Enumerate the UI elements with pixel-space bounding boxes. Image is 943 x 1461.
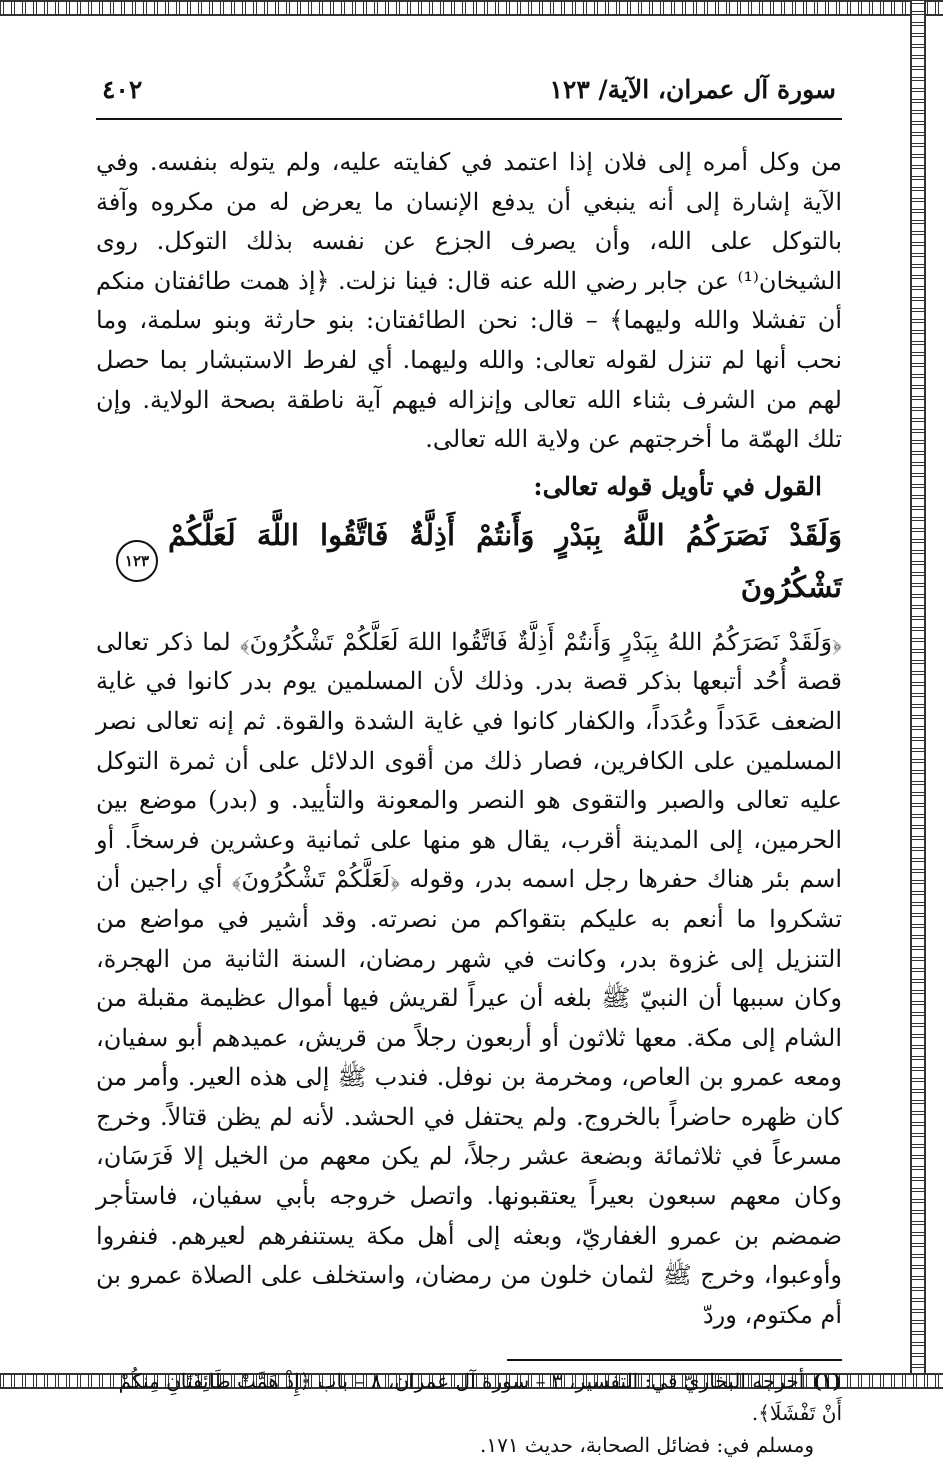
running-title: سورة آل عمران، الآية/ ١٢٣ [549, 74, 836, 104]
book-page [96, 60, 842, 1461]
decorative-border-right [910, 0, 926, 1389]
paragraph-2: ﴿وَلَقَدْ نَصَرَكُمُ اللهُ بِبَدْرٍ وَأَنتُمْ أَذِلَّةٌ فَاتَّقُوا اللهَ لَعَلَّكُمْ تَشْكُرُونَ﴾ لما ذكر تعالى قصة أُحُد أتبعها بذكر قصة بدر. وذلك لأن المسلمين يوم بدر كانوا في غاية الضعف عَدَداً وعُدَداً، والكفار كانوا في غاية الشدة والقوة. ثم إنه تعالى نصر المسلمين على الكافرين، فصار ذلك من أقوى الدلائل على أن ثمرة التوكل عليه تعالى والصبر والتقوى هو النصر والمعونة والتأييد. و (بدر) موضع بين الحرمين، إلى المدينة أقرب، يقال هو منها على ثمانية وعشرين فرسخاً. أو اسم بئر هناك حفرها رجل اسمه بدر، وقوله ﴿لَعَلَّكُمْ تَشْكُرُونَ﴾ أي راجين أن تشكروا ما أنعم به عليكم بتقواكم من نصرته. وقد أشير في مواضع من التنزيل إلى غزوة بدر، وكانت في شهر رمضان، السنة الثانية من الهجرة، وكان سببها أن النبيّ ﷺ بلغه أن عيراً لقريش فيها أموال عظيمة مقبلة من الشام إلى مكة. معها ثلاثون أو أربعون رجلاً من قريش، عميدهم أبو سفيان، ومعه عمرو بن العاص، ومخرمة بن نوفل. فندب ﷺ إلى هذه العير. وأمر من كان ظهره حاضراً بالخروج. ولم يحتفل في الحشد. لأنه لم يظن قتالاً. وخرج مسرعاً في ثلاثمائة وبضعة عشر رجلاً، لم يكن معهم من الخيل إلا فَرَسَان، وكان معهم سبعون بعيراً يعتقبونها. واتصل خروجه بأبي سفيان، فاستأجر ضمضم بن عمرو الغفاريّ، وبعثه إلى أهل مكة يستنفرهم لعيرهم. فنفروا وأوعبوا، وخرج ﷺ لثمان خلون من رمضان، واستخلف على الصلاة عمرو بن أم مكتوم، وردّ [96, 627, 842, 1329]
footnote-1-line-1: أخرجه البخاريّ في: التفسير، ٣ – سورة آل عمران، ٨ – باب ﴿إِذْ هَمَّتْ طَائِفَتَانِ مِنكُمْ أَنْ تَفْشَلَا﴾. [118, 1369, 842, 1426]
page-number: ٤٠٢ [102, 74, 143, 104]
section-heading: القول في تأويل قوله تعالى: [533, 471, 822, 501]
verse-number-badge: ١٢٣ [116, 540, 158, 582]
page-header [96, 60, 842, 120]
main-text [96, 143, 842, 1335]
decorative-border-top [0, 0, 943, 16]
verse-text: وَلَقَدْ نَصَرَكُمُ اللَّهُ بِبَدْرٍ وَأَنتُمْ أَذِلَّةٌ فَاتَّقُوا اللَّهَ لَعَلَّكُمْ تَشْكُرُونَ [168, 517, 842, 604]
footnote-1 [96, 1365, 842, 1429]
paragraph-1: من وكل أمره إلى فلان إذا اعتمد في كفايته عليه، ولم يتوله بنفسه. وفي الآية إشارة إلى أنه ينبغي أن يدفع الإنسان ما يعرض له من مكروه وآفة بالتوكل على الله، وأن يصرف الجزع عن نفسه بذلك التوكل. روى الشيخان⁽¹⁾ عن جابر رضي الله عنه قال: فينا نزلت. ﴿إذ همت طائفتان منكم أن تفشلا والله وليهما﴾ – قال: نحن الطائفتان: بنو حارثة وبنو سلمة، وما نحب أنها لم تنزل لقوله تعالى: والله وليهما. أي لفرط الاستبشار بما حصل لهم من الشرف بثناء الله تعالى وإنزاله فيهم آية ناطقة بصحة الولاية. وإن تلك الهمّة ما أخرجتهم عن ولاية الله تعالى. [96, 148, 843, 454]
footnotes [96, 1365, 842, 1461]
quran-verse [96, 509, 842, 613]
footnote-1-line-2: ومسلم في: فضائل الصحابة، حديث ١٧١. [479, 1433, 814, 1458]
footnote-separator [507, 1359, 842, 1361]
footnote-number: (١) [812, 1369, 842, 1394]
